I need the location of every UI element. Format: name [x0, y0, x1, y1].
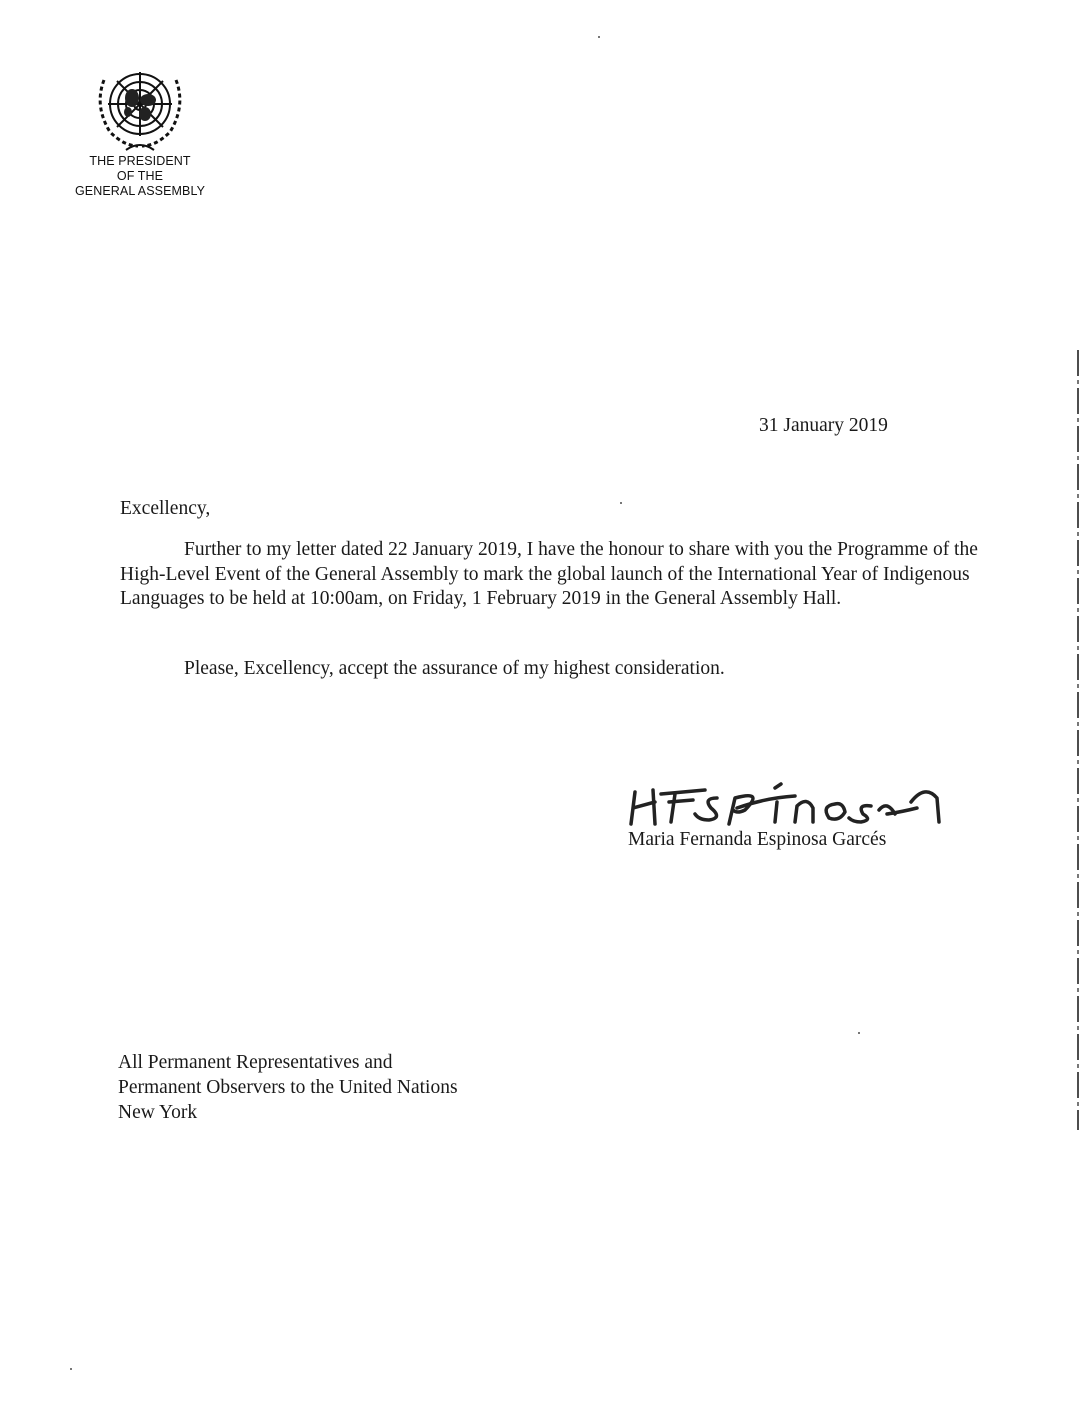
- letterhead: [60, 62, 220, 199]
- office-title-line: THE PRESIDENT: [89, 154, 191, 168]
- scan-speck: [70, 1368, 72, 1370]
- scan-edge-artifact: [1077, 350, 1079, 1130]
- addressee-line: Permanent Observers to the United Nations: [118, 1077, 458, 1098]
- office-title-line: GENERAL ASSEMBLY: [74, 184, 206, 198]
- office-title-line: OF THE: [116, 169, 164, 183]
- signatory-name: Maria Fernanda Espinosa Garcés: [628, 829, 887, 850]
- scan-speck: [598, 36, 600, 38]
- scan-speck: [620, 502, 622, 504]
- un-emblem-icon: [90, 62, 190, 154]
- letter-body-paragraph: Further to my letter dated 22 January 2019, I have the honour to share with you the Programme of the High-Level Event of the General Assembly to mark the global launch of the International Year of Indigenous Languages to be held at 10:00am, on Friday, 1 February 2019 in the General Assembly Hall.: [120, 539, 978, 609]
- salutation: Excellency,: [120, 498, 211, 519]
- handwritten-signature-icon: [625, 778, 955, 830]
- scan-speck: [858, 1032, 860, 1034]
- letter-date: 31 January 2019: [759, 415, 888, 436]
- addressee-block: [118, 1050, 458, 1125]
- addressee-line: All Permanent Representatives and: [118, 1052, 393, 1073]
- closing-paragraph: Please, Excellency, accept the assurance of my highest consideration.: [184, 658, 725, 679]
- addressee-line: New York: [118, 1102, 198, 1123]
